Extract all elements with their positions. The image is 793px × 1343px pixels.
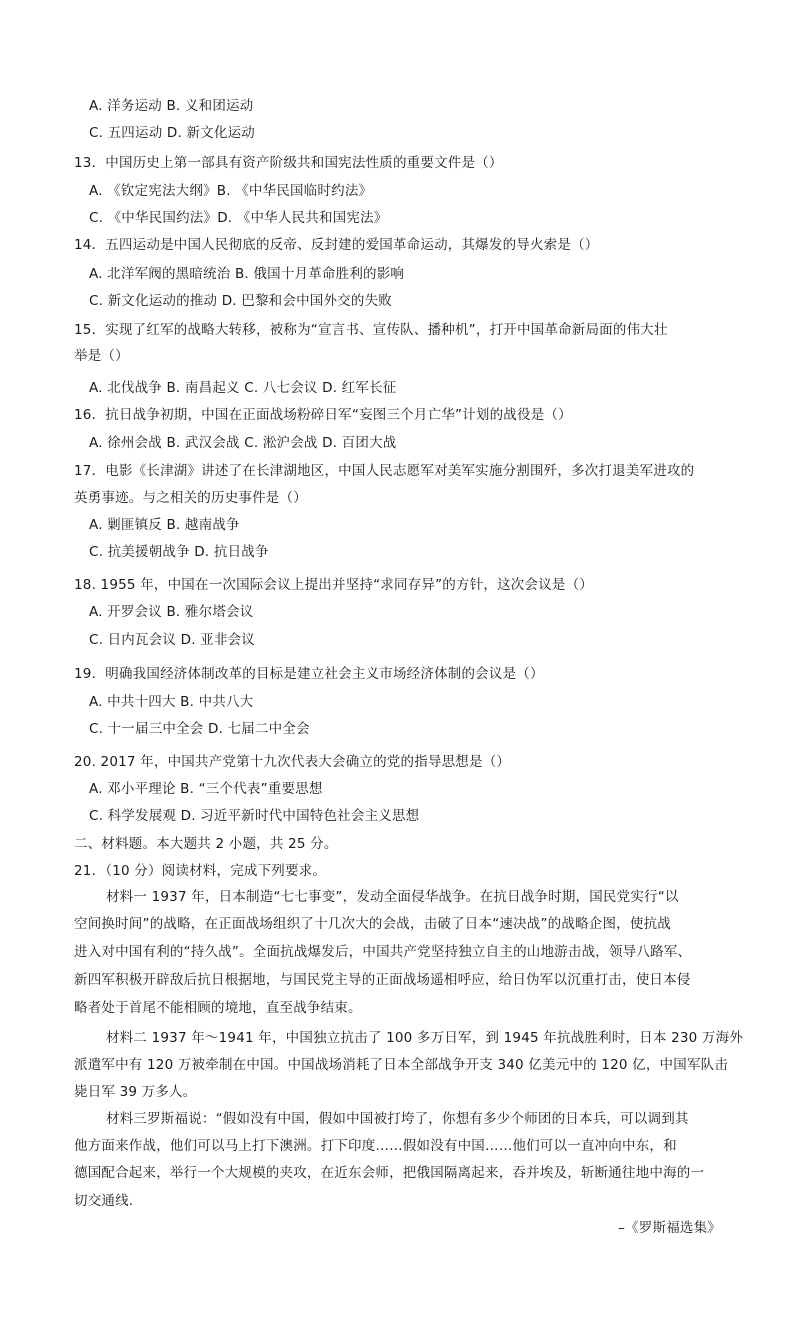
answer-options: A. 北洋军阀的黑暗统治 B. 俄国十月革命胜利的影响 xyxy=(89,266,405,282)
paragraph-text: 材料三罗斯福说：“假如没有中国，假如中国被打垮了，你想有多少个师团的日本兵，可以调到其 xyxy=(106,1111,689,1127)
question-text: 英勇事迹。与之相关的历史事件是（） xyxy=(74,490,307,506)
answer-options: A. 中共十四大 B. 中共八大 xyxy=(89,694,254,710)
question-text: 14．五四运动是中国人民彻底的反帝、反封建的爱国革命运动，其爆发的导火索是（） xyxy=(74,237,599,253)
question-text: 19．明确我国经济体制改革的目标是建立社会主义市场经济体制的会议是（） xyxy=(74,666,544,682)
paragraph-text: 空间换时间”的战略，在正面战场组织了十几次大的会战，击破了日本“速决战”的战略企图，使抗战 xyxy=(74,916,671,932)
answer-options: C. 抗美援朝战争 D. 抗日战争 xyxy=(89,544,269,560)
question-text: 举是（） xyxy=(74,348,129,364)
answer-options: C. 科学发展观 D. 习近平新时代中国特色社会主义思想 xyxy=(89,808,420,824)
paragraph-text: 切交通线. xyxy=(74,1193,134,1209)
question-text: 17．电影《长津湖》讲述了在长津湖地区，中国人民志愿军对美军实施分割围歼，多次打退美军进攻的 xyxy=(74,463,695,479)
paragraph-text: 材料一 1937 年，日本制造“七七事变”，发动全面侵华战争。在抗日战争时期，国民党实行“以 xyxy=(106,889,679,905)
question-text: 20. 2017 年，中国共产党第十九次代表大会确立的党的指导思想是（） xyxy=(74,754,511,770)
answer-options: C. 日内瓦会议 D. 亚非会议 xyxy=(89,632,255,648)
paragraph-text: 材料二 1937 年～1941 年，中国独立抗击了 100 多万日军，到 1945 年抗战胜利时，日本 230 万海外 xyxy=(106,1030,744,1046)
answer-options: C. 五四运动 D. 新文化运动 xyxy=(89,125,255,141)
answer-options: A. 开罗会议 B. 雅尔塔会议 xyxy=(89,604,254,620)
question-text: 18. 1955 年，中国在一次国际会议上提出并坚持“求同存异”的方针，这次会议是（） xyxy=(74,577,593,593)
paragraph-text: 21．（10 分）阅读材料，完成下列要求。 xyxy=(74,863,327,879)
answer-options: A. 徐州会战 B. 武汉会战 C. 淞沪会战 D. 百团大战 xyxy=(89,435,397,451)
answer-options: A. 北伐战争 B. 南昌起义 C. 八七会议 D. 红军长征 xyxy=(89,380,397,396)
answer-options: A. 剿匪镇反 B. 越南战争 xyxy=(89,517,240,533)
paragraph-text: 略者处于首尾不能相顾的境地，直至战争结束。 xyxy=(74,1000,362,1016)
answer-options: A. 洋务运动 B. 义和团运动 xyxy=(89,98,254,114)
source-citation: –《罗斯福选集》 xyxy=(618,1220,721,1236)
paragraph-text: 毙日军 39 万多人。 xyxy=(74,1084,197,1100)
paragraph-text: 新四军积极开辟敌后抗日根据地，与国民党主导的正面战场遥相呼应，给日伪军以沉重打击，使日本侵 xyxy=(74,972,691,988)
paragraph-text: 派遣军中有 120 万被牵制在中国。中国战场消耗了日本全部战争开支 340 亿美元中的 120 亿，中国军队击 xyxy=(74,1057,729,1073)
answer-options: C. 十一届三中全会 D. 七届二中全会 xyxy=(89,721,310,737)
paragraph-text: 德国配合起来，举行一个大规模的夹攻，在近东会师，把俄国隔离起来，吞并埃及，斩断通往地中海的一 xyxy=(74,1165,705,1181)
paragraph-text: 进入对中国有利的“持久战”。全面抗战爆发后，中国共产党坚持独立自主的山地游击战，领导八路军、 xyxy=(74,944,692,960)
answer-options: C. 新文化运动的推动 D. 巴黎和会中国外交的失败 xyxy=(89,293,392,309)
paragraph-text: 二、材料题。本大题共 2 小题，共 25 分。 xyxy=(74,836,338,852)
question-text: 16．抗日战争初期，中国在正面战场粉碎日军“妄图三个月亡华”计划的战役是（） xyxy=(74,407,572,423)
paragraph-text: 他方面来作战，他们可以马上打下澳洲。打下印度……假如没有中国……他们可以一直冲向中东，和 xyxy=(74,1138,677,1154)
answer-options: A. 邓小平理论 B. “三个代表”重要思想 xyxy=(89,781,323,797)
question-text: 13．中国历史上第一部具有资产阶级共和国宪法性质的重要文件是（） xyxy=(74,155,503,171)
question-text: 15．实现了红军的战略大转移，被称为“宣言书、宣传队、播种机”，打开中国革命新局面的伟大壮 xyxy=(74,322,668,338)
answer-options: A. 《钦定宪法大纲》B. 《中华民国临时约法》 xyxy=(89,183,373,199)
answer-options: C. 《中华民国约法》D. 《中华人民共和国宪法》 xyxy=(89,210,388,226)
